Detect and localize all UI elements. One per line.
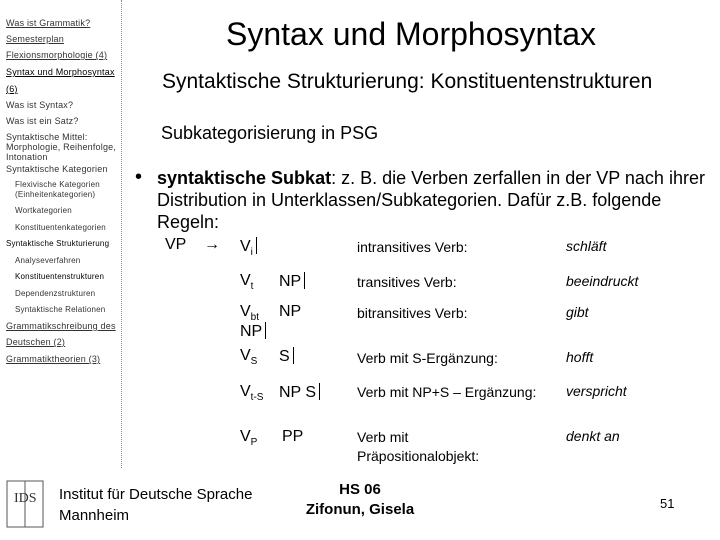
rule-verb: $V_i$ — [240, 237, 257, 258]
rule-description: bitransitives Verb: — [357, 305, 468, 321]
rule-complement: NP S — [279, 383, 320, 402]
sidebar-item-syntax-morphosyntax[interactable]: Syntax und Morphosyntax — [6, 67, 115, 77]
rule-verb: $V_S$ — [240, 347, 258, 368]
sidebar-item-analyseverfahren[interactable]: Analyseverfahren — [15, 256, 81, 265]
sidebar-item-was-ist-grammatik[interactable]: Was ist Grammatik? — [6, 18, 91, 28]
rule-description: Verb mit NP+S – Ergänzung: — [357, 384, 537, 400]
page-number: 51 — [660, 496, 675, 511]
rule-verb: $V_{bt}$ — [240, 303, 260, 324]
sidebar-item-syntaktische-kategorien[interactable]: Syntaktische Kategorien — [6, 164, 108, 174]
rule-verb: $V_t$ — [240, 272, 254, 293]
sidebar-item-konstituentenkategorien[interactable]: Konstituentenkategorien — [15, 223, 106, 232]
rule-complement: S — [279, 347, 294, 366]
rule-verb: $V_P$ — [240, 428, 258, 449]
bullet-text — [157, 167, 717, 233]
rule-verb: $V_{t-S}$ — [240, 383, 264, 404]
institute-name — [59, 484, 252, 526]
rule-description: transitives Verb: — [357, 274, 457, 290]
rule-example: gibt — [566, 304, 589, 320]
sidebar-item-grammatiktheorien[interactable]: Grammatiktheorien (3) — [6, 354, 101, 364]
section-heading: Subkategorisierung in PSG — [161, 123, 379, 143]
course-info — [300, 480, 420, 520]
slide-title: Syntax und Morphosyntax — [226, 16, 596, 52]
sidebar-item-was-ist-ein-satz[interactable]: Was ist ein Satz? — [6, 116, 79, 126]
sidebar-item-wortkategorien[interactable]: Wortkategorien — [15, 206, 72, 215]
sidebar-item-semesterplan[interactable]: Semesterplan — [6, 34, 64, 44]
arrow-icon: → — [204, 236, 220, 253]
sidebar-nav — [0, 0, 122, 468]
svg-text:IDS: IDS — [14, 491, 37, 506]
sidebar-item-konstituentenstrukturen[interactable]: Konstituentenstrukturen — [15, 272, 105, 281]
rule-description: intransitives Verb: — [357, 239, 468, 255]
rule-description: Verb mit Präpositionalobjekt: — [357, 429, 480, 464]
sidebar-item-grammatikschreibung-count[interactable]: Deutschen (2) — [6, 337, 66, 347]
sidebar-item-syntaktische-strukturierung[interactable]: Syntaktische Strukturierung — [6, 239, 110, 248]
rule-complement: PP — [282, 428, 304, 445]
rule-example: schläft — [566, 238, 607, 254]
rule-example: denkt an — [566, 428, 620, 444]
slide-subtitle: Syntaktische Strukturierung: Konstituentenstrukturen — [162, 70, 653, 93]
sidebar-item-syntaktische-mittel[interactable]: Syntaktische Mittel: Morphologie, Reihenfolge, Intonation — [6, 132, 117, 162]
rule-complement-2: NP — [240, 322, 266, 341]
rule-example: beeindruckt — [566, 273, 639, 289]
author-name: Zifonun, Gisela — [305, 501, 415, 518]
ids-logo-icon — [6, 480, 44, 528]
bullet-bold-term: syntaktische Subkat — [157, 168, 332, 188]
rule-complement: NP — [279, 303, 302, 320]
sidebar-item-dependenzstrukturen[interactable]: Dependenzstrukturen — [15, 289, 96, 298]
sidebar-item-flexionsmorphologie[interactable]: Flexionsmorphologie (4) — [6, 50, 108, 60]
rule-example: hofft — [566, 349, 594, 365]
bullet-icon: • — [135, 166, 143, 188]
sidebar-item-was-ist-syntax[interactable]: Was ist Syntax? — [6, 100, 74, 110]
institute-line-1: Institut für Deutsche Sprache — [59, 486, 253, 503]
rule-lhs: VP — [165, 236, 187, 253]
course-code: HS 06 — [339, 481, 381, 498]
sidebar-item-grammatikschreibung[interactable]: Grammatikschreibung des — [6, 321, 116, 331]
bullet-body: : z. B. die Verben zerfallen in der VP nach ihrer Distribution in Unterklassen/Subkategorien. Dafür z.B. folgende Regeln: — [157, 168, 705, 232]
rule-complement: NP — [279, 272, 305, 291]
institute-line-2: Mannheim — [59, 507, 130, 524]
sidebar-item-syntax-morphosyntax-count[interactable]: (6) — [6, 84, 18, 94]
rule-description: Verb mit S-Ergänzung: — [357, 350, 498, 366]
sidebar-item-flexivische-kategorien[interactable]: Flexivische Kategorien (Einheitenkategorien) — [15, 180, 100, 199]
rule-example: verspricht — [566, 383, 627, 399]
sidebar-item-syntaktische-relationen[interactable]: Syntaktische Relationen — [15, 305, 106, 314]
